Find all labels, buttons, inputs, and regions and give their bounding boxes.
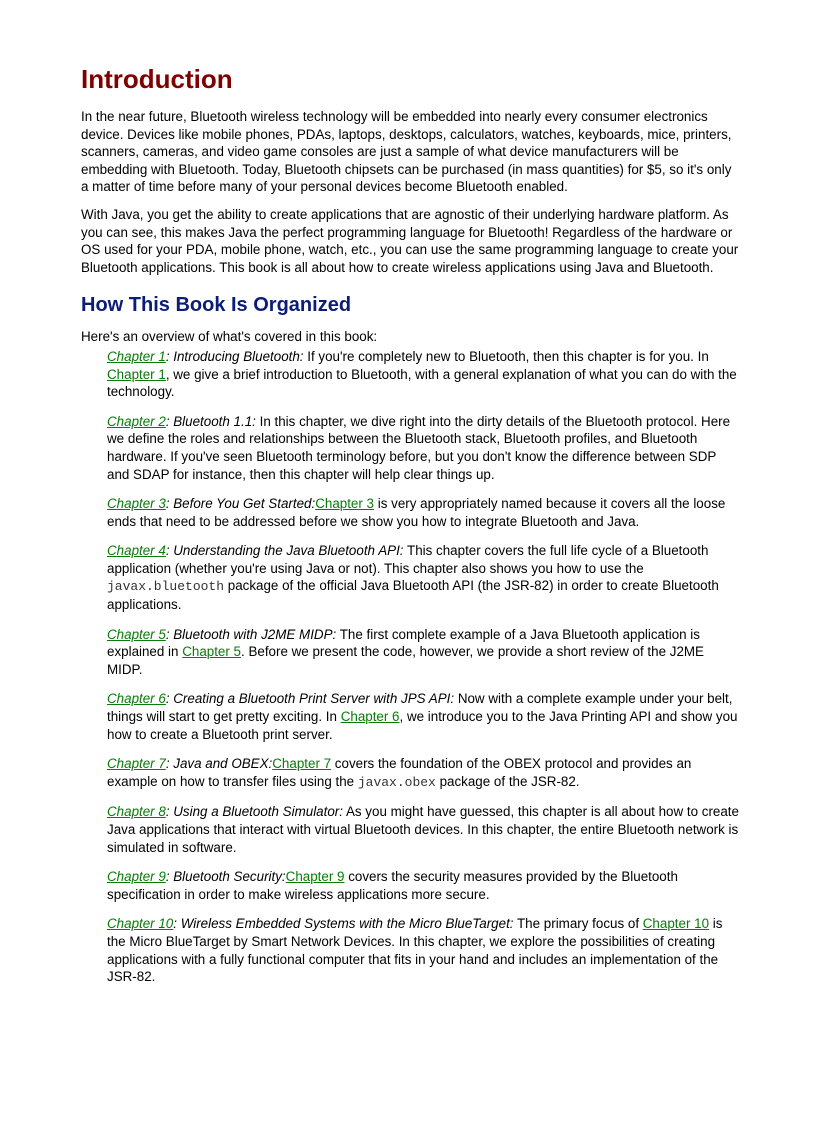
chapter-text: This chapter covers the full life cycle of a Bluetooth application (whether you're using Java or not). This chapter also shows you how to use the [107, 543, 709, 576]
chapter-title: : Java and OBEX: [165, 756, 273, 772]
chapter-1-ref-link[interactable]: Chapter 1 [107, 366, 166, 382]
chapter-text: , we give a brief introduction to Bluetooth, with a general explanation of what you can do with the technology. [107, 366, 737, 400]
chapter-5-link[interactable]: Chapter 5 [107, 626, 166, 642]
chapter-text: As you might have guessed, this chapter is all about how to create Java applications that interact with virtual Bluetooth devices. In this chapter, the entire Bluetooth network is simulated in software. [107, 804, 739, 855]
chapter-title: : Using a Bluetooth Simulator: [165, 804, 343, 820]
chapter-text: is the Micro BlueTarget by Smart Network Devices. In this chapter, we explore the possibilities of creating applications with a fully functional computer that fits in your hand and includes an implementation of the JSR-82. [107, 916, 723, 985]
intro-paragraph-1: In the near future, Bluetooth wireless technology will be embedded into nearly every consumer electronics device. Devices like mobile phones, PDAs, laptops, desktops, calculators, watches, keyboards, mice, printers, scanners, cameras, and video game consoles are just a sample of what device manufacturers will be embedding with Bluetooth. Today, Bluetooth chipsets can be purchased (in mass quantities) for $5, so it's only a matter of time before many of your personal devices become Bluetooth enabled. [81, 109, 732, 195]
chapter-item [107, 868, 739, 903]
chapter-text: is very appropriately named because it covers all the loose ends that need to be addressed before we show you how to integrate Bluetooth and Java. [107, 496, 726, 529]
page-title: Introduction [81, 64, 233, 94]
chapter-5-ref-link[interactable]: Chapter 5 [182, 644, 242, 660]
chapter-text: package of the official Java Bluetooth API (the JSR-82) in order to create Bluetooth applications. [107, 578, 719, 613]
chapter-6-ref-link[interactable]: Chapter 6 [340, 709, 400, 725]
chapter-title: : Bluetooth 1.1: [165, 413, 256, 429]
chapter-item [107, 755, 739, 791]
chapter-8-link[interactable]: Chapter 8 [107, 804, 166, 820]
chapter-item [107, 542, 739, 613]
chapter-9-ref-link[interactable]: Chapter 9 [285, 869, 345, 885]
chapter-text: package of the JSR-82. [435, 773, 580, 789]
chapter-2-link[interactable]: Chapter 2 [107, 413, 166, 429]
chapter-title: : Bluetooth Security: [165, 869, 286, 885]
chapter-title: : Creating a Bluetooth Print Server with JPS API: [165, 691, 455, 707]
chapter-text: The primary focus of [513, 916, 643, 932]
chapter-text: If you're completely new to Bluetooth, then this chapter is for you. In [303, 348, 709, 364]
document-page [81, 62, 739, 998]
chapter-item [107, 413, 739, 483]
chapter-7-ref-link[interactable]: Chapter 7 [272, 756, 332, 772]
chapter-4-link[interactable]: Chapter 4 [107, 543, 166, 559]
chapter-9-link[interactable]: Chapter 9 [107, 869, 166, 885]
package-name: javax.obex [357, 774, 436, 790]
chapter-title: : Bluetooth with J2ME MIDP: [165, 626, 337, 642]
chapter-7-link[interactable]: Chapter 7 [107, 756, 166, 772]
chapter-item [107, 626, 739, 679]
chapter-text: In this chapter, we dive right into the dirty details of the Bluetooth protocol. Here we define the roles and relationships between the Bluetooth stack, Bluetooth profiles, and Bluetooth hardware. If you've seen Bluetooth terminology before, but you don't know the difference between SDP and SDAP for instance, then this chapter will help clear things up. [107, 413, 731, 482]
chapter-title: : Introducing Bluetooth: [165, 348, 304, 364]
chapter-title: : Understanding the Java Bluetooth API: [165, 543, 404, 559]
chapter-3-ref-link[interactable]: Chapter 3 [315, 496, 375, 512]
chapter-text: , we introduce you to the Java Printing API and show you how to create a Bluetooth print server. [107, 709, 738, 742]
chapter-title: : Wireless Embedded Systems with the Micro BlueTarget: [173, 916, 514, 932]
chapter-item [107, 690, 739, 743]
chapter-title: : Before You Get Started: [165, 496, 316, 512]
chapter-item [107, 348, 739, 401]
chapter-item [107, 495, 739, 530]
chapter-10-link[interactable]: Chapter 10 [107, 916, 174, 932]
chapter-6-link[interactable]: Chapter 6 [107, 691, 166, 707]
chapter-text: Now with a complete example under your belt, things will start to get pretty exciting. In [107, 691, 733, 725]
section-heading: How This Book Is Organized [81, 294, 352, 317]
chapter-text: The first complete example of a Java Bluetooth application is explained in [107, 626, 700, 660]
chapter-3-link[interactable]: Chapter 3 [107, 496, 166, 512]
chapter-text: covers the foundation of the OBEX protocol and provides an example on how to transfer files using the [107, 756, 692, 789]
chapter-text: . Before we present the code, however, we provide a short review of the J2ME MIDP. [107, 644, 704, 677]
chapter-10-ref-link[interactable]: Chapter 10 [642, 916, 710, 932]
chapter-1-link[interactable]: Chapter 1 [107, 348, 166, 364]
chapter-item [107, 915, 739, 985]
section-lead: Here's an overview of what's covered in this book: [81, 329, 378, 345]
intro-paragraph-2: With Java, you get the ability to create applications that are agnostic of their underlying hardware platform. As you can see, this makes Java the perfect programming language for Bluetooth! Regardless of the hardware or OS used for your PDA, mobile phone, watch, etc., you can use the same programming language to create your Bluetooth applications. This book is all about how to create wireless applications using Java and Bluetooth. [81, 206, 739, 275]
chapter-list [81, 348, 739, 986]
chapter-text: covers the security measures provided by the Bluetooth specification in order to make wireless applications more secure. [107, 869, 678, 902]
package-name: javax.bluetooth [107, 579, 225, 595]
chapter-item [107, 803, 739, 856]
